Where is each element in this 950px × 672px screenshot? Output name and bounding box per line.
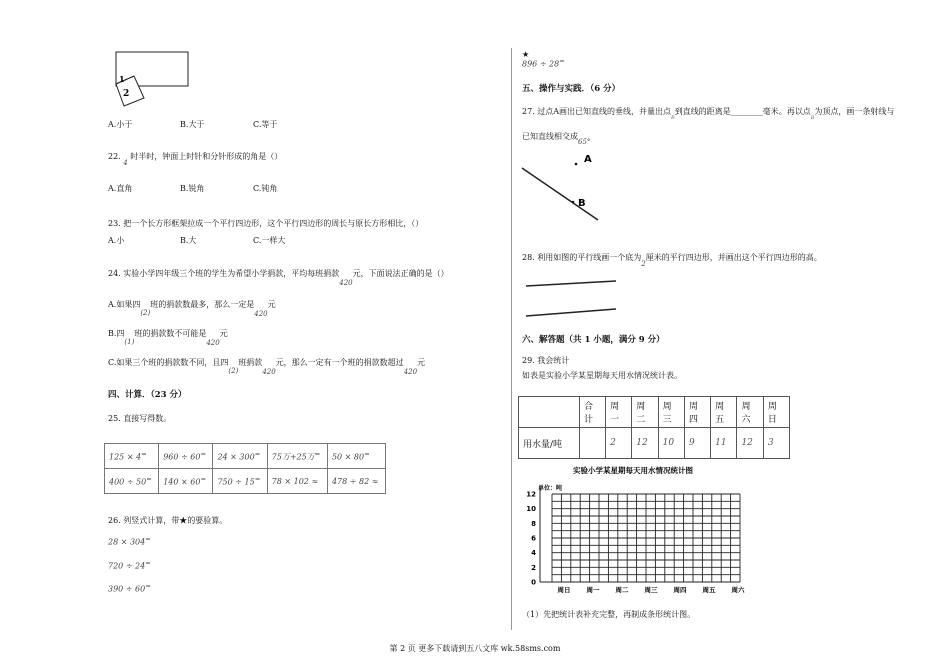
- q24-option-c-class: (2): [228, 367, 239, 375]
- section-4-title: 四、计算．（23 分）: [108, 390, 187, 400]
- q27-question-line2: [522, 131, 591, 146]
- chart-y-tick-label: 4: [531, 549, 536, 558]
- q26-prompt: 26. 列竖式计算，带★的要验算。: [108, 516, 228, 525]
- table-header-cell: 周五: [711, 397, 737, 428]
- q27-figure: [518, 150, 608, 225]
- q28-text-a: 28. 利用如图的平行线画一个底为: [522, 253, 642, 262]
- q24-text-a: 24. 实验小学四年级三个班的学生为希望小学捐款，平均每班捐款: [108, 269, 340, 278]
- table-header-cell: 周四: [684, 397, 710, 428]
- q28-parallel-lines: [522, 270, 622, 320]
- star-icon: ★: [522, 50, 530, 59]
- chart-y-tick-label: 0: [531, 578, 536, 587]
- q23-option-a: A.小: [108, 236, 125, 245]
- calc-cell: 960 ÷ 60=: [159, 444, 213, 469]
- q24-option-a-class: (2): [140, 309, 151, 317]
- chart-y-tick-label: 10: [526, 505, 536, 514]
- calc-cell: 140 × 60=: [159, 469, 213, 494]
- q22-question: [108, 151, 283, 167]
- q24-option-b-class: (1): [124, 338, 135, 346]
- table-cell: 2: [606, 428, 632, 459]
- q21-angle-1: 1: [119, 74, 125, 84]
- q22-text: 时半时，钟面上时针和分针形成的角是（）: [130, 152, 283, 161]
- q24-option-a-unit: 元: [267, 300, 276, 309]
- chart-unit-label: 单位：吨: [538, 485, 563, 492]
- q28-fraction: 2: [641, 260, 646, 268]
- section-5-title: 五、操作与实践．（6 分）: [522, 84, 621, 94]
- calc-cell: 125 × 4=: [105, 444, 159, 469]
- q24-option-b-num: 420: [206, 339, 220, 347]
- table-header-cell: 周日: [763, 397, 789, 428]
- table-cell: 12: [632, 428, 658, 459]
- point-a-dot: [575, 163, 578, 166]
- q21-figure: [110, 50, 190, 110]
- q22-option-a: A.直角: [108, 184, 133, 193]
- q24-text-num: 420: [339, 279, 353, 287]
- q24-option-b-unit: 元: [219, 329, 228, 338]
- chart-x-tick-label: 周五: [702, 586, 716, 594]
- chart-x-tick-label: 周二: [615, 586, 629, 594]
- q22-number: 22.: [108, 152, 121, 161]
- q24-option-c-text: C.如果三个班的捐款数不同，且四: [108, 358, 229, 367]
- chart-x-tick-label: 周六: [731, 586, 745, 594]
- table-header-cell: 周二: [632, 397, 658, 428]
- q24-option-c-num: 420: [262, 368, 276, 376]
- chart-y-tick-label: 6: [531, 534, 536, 543]
- q24-option-a-text: A.如果四: [108, 300, 141, 309]
- table-header-cell: 周六: [737, 397, 763, 428]
- table-header-cell: 合计: [580, 397, 606, 428]
- table-cell: 10: [658, 428, 684, 459]
- table-cell: 12: [737, 428, 763, 459]
- q27-point-mark: B: [671, 115, 675, 121]
- q22-fraction: 4: [123, 159, 128, 167]
- q29-title: 29. 我会统计: [522, 356, 570, 365]
- q27-angle: 65°: [578, 138, 591, 146]
- q22-option-c: C.钝角: [253, 184, 278, 193]
- q22-option-b: B.锐角: [180, 184, 205, 193]
- q24-option-c-mid: 班捐款: [238, 358, 263, 367]
- q24-option-b-text: B.四: [108, 329, 125, 338]
- q21-option-a: A.小于: [108, 120, 133, 129]
- chart-x-tick-label: 周三: [644, 586, 658, 594]
- table-header-cell: [519, 397, 580, 428]
- q27-text-a: 27. 过点A画出已知直线的垂线，并量出点: [522, 107, 672, 116]
- q24-option-c: [108, 357, 426, 376]
- q26-star-expr: 896 ÷ 28: [522, 59, 560, 69]
- calc-cell: 50 × 80=: [327, 444, 385, 469]
- q27-text-b: 到直线的距离是________毫米。再以点: [674, 107, 811, 116]
- water-usage-table: [518, 396, 790, 459]
- section-6-title: 六、解答题（共 1 小题，满分 9 分）: [522, 335, 665, 345]
- point-a-label: A: [584, 154, 592, 165]
- q21-option-c: C.等于: [253, 120, 278, 129]
- q23-option-c: C.一样大: [253, 236, 286, 245]
- q23-question: 23. 把一个长方形框架拉成一个平行四边形，这个平行四边形的周长与原长方形相比，（）: [108, 219, 424, 228]
- q26-item-3: 390 ÷ 60=: [108, 582, 151, 594]
- table-cell: 9: [684, 428, 710, 459]
- q25-prompt: 25. 直接写得数。: [108, 414, 172, 423]
- q26-item-1: 28 × 304=: [108, 535, 151, 547]
- page-footer: 第 2 页 更多下载请到五八文库 wk.58sms.com: [389, 644, 561, 653]
- q29-subquestion-1: （1）先把统计表补充完整，再制成条形统计图。: [522, 610, 696, 619]
- q24-question: [108, 268, 449, 287]
- given-line: [522, 168, 598, 220]
- calc-cell: 478 ÷ 82 ≈: [327, 469, 385, 494]
- table-header-cell: 周一: [606, 397, 632, 428]
- chart-x-tick-label: 周日: [557, 586, 571, 594]
- q27-text-d: 已知直线相交成: [522, 132, 578, 141]
- q27-question-line1: [522, 106, 895, 121]
- column-divider: [511, 48, 512, 630]
- q24-option-c-num2: 420: [403, 368, 418, 376]
- point-b-label: B: [578, 198, 586, 209]
- chart-y-tick-label: 12: [526, 490, 536, 499]
- chart-title: 实验小学某星期每天用水情况统计图: [573, 466, 693, 475]
- calc-cell: 400 ÷ 50=: [105, 469, 159, 494]
- q21-angle-2: 2: [123, 89, 130, 99]
- q27-point-mark-2: B: [810, 115, 815, 121]
- calc-cell: 78 × 102 ≈: [267, 469, 327, 494]
- table-header-cell: 周三: [658, 397, 684, 428]
- q28-question: [522, 252, 822, 268]
- q24-text-b: 元，下面说法正确的是（）: [352, 269, 449, 278]
- calc-cell: 75万+25万=: [267, 444, 327, 469]
- q24-option-a-num: 420: [254, 310, 268, 318]
- q24-option-b: [108, 328, 228, 347]
- q21-option-b: B.大于: [180, 120, 205, 129]
- q27-text-c: 为顶点，画一条射线与: [814, 107, 895, 116]
- q23-option-b: B.大: [180, 236, 197, 245]
- table-row-label: 用水量/吨: [519, 428, 580, 459]
- q24-option-c-unit: 元: [417, 358, 426, 367]
- chart-x-tick-label: 周四: [673, 586, 687, 594]
- chart-y-tick-label: 8: [531, 519, 536, 528]
- table-cell: [580, 428, 606, 459]
- chart-x-tick-label: 周一: [586, 586, 600, 594]
- q29-description: 如表是实验小学某星期每天用水情况统计表。: [522, 371, 682, 380]
- q28-text-b: 厘米的平行四边形，并画出这个平行四边形的高。: [645, 253, 822, 262]
- water-usage-bar-chart: [518, 464, 748, 600]
- q24-option-c-mid2: 元，那么一定有一个班的捐款数超过: [275, 358, 404, 367]
- q24-option-a: [108, 299, 276, 318]
- q24-option-b-mid: 班的捐款数不可能是: [134, 329, 207, 338]
- calc-cell: 750 ÷ 15=: [213, 469, 267, 494]
- q26-item-2: 720 ÷ 24=: [108, 559, 151, 571]
- q24-option-a-mid: 班的捐款数最多，那么一定是: [150, 300, 255, 309]
- q26-star-item: ★ 896 ÷ 28=: [522, 50, 565, 69]
- chart-y-tick-label: 2: [531, 563, 536, 572]
- table-cell: 11: [711, 428, 737, 459]
- calc-cell: 24 × 300=: [213, 444, 267, 469]
- table-cell: 3: [763, 428, 789, 459]
- point-b-dot: [572, 201, 575, 204]
- q25-calc-table: [104, 443, 386, 494]
